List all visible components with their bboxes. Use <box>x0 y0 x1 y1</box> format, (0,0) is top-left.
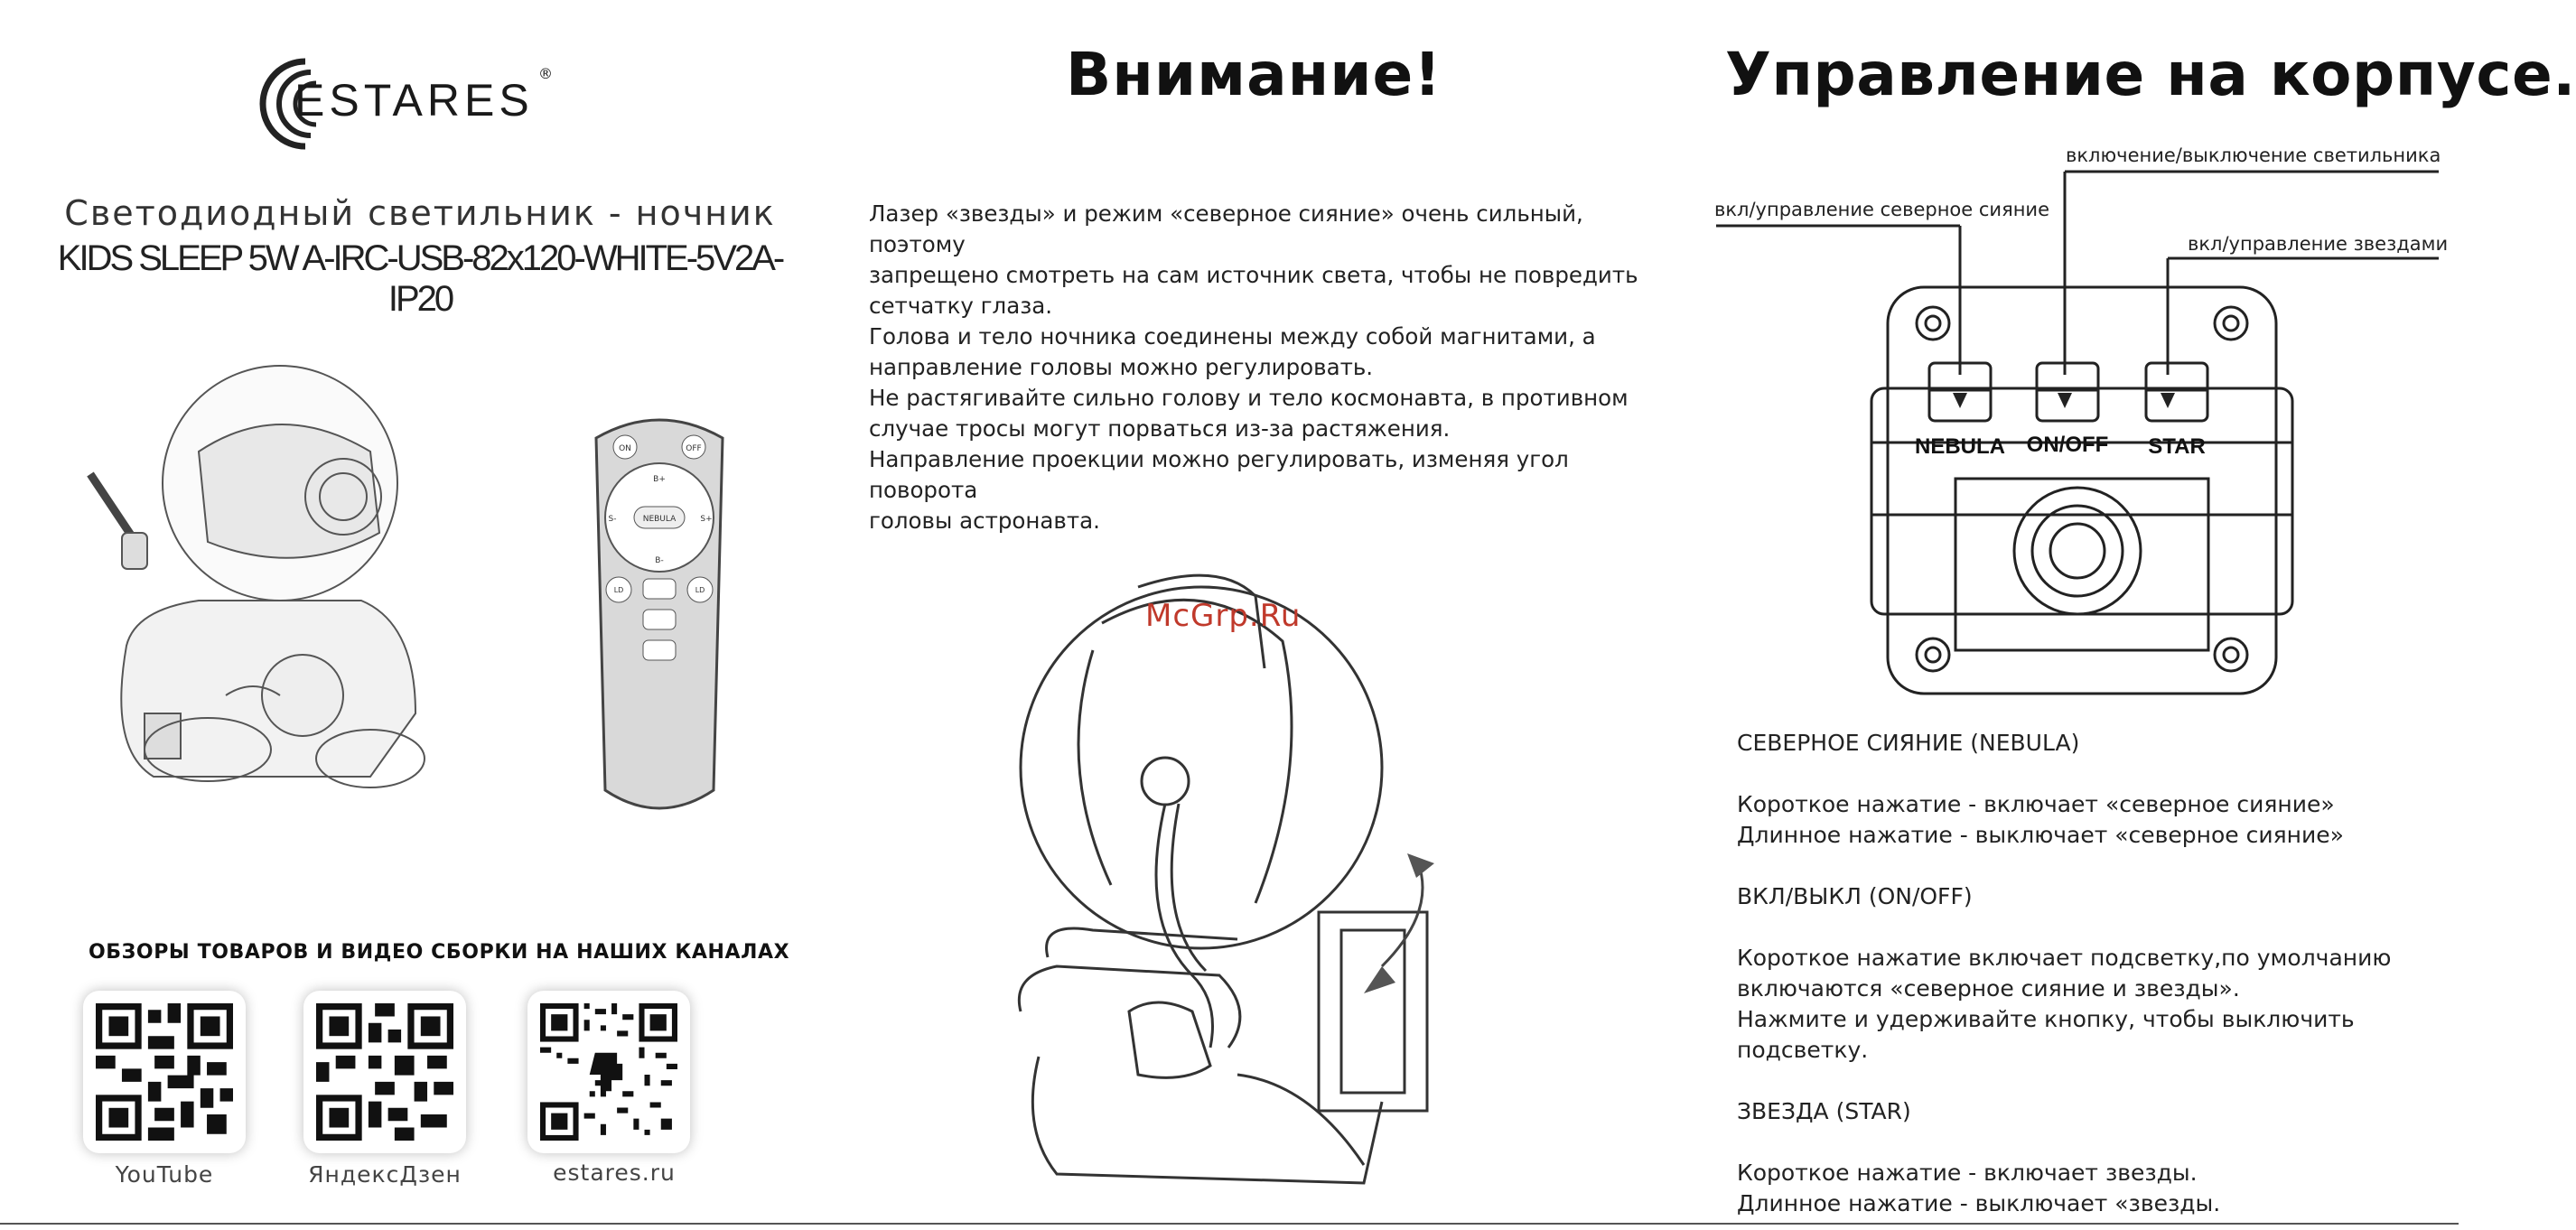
product-title: Светодиодный светильник - ночник <box>64 193 776 233</box>
remote-btn-b-plus: B+ <box>653 475 666 484</box>
attention-title: Внимание! <box>1066 40 1442 109</box>
controls-title: Управление на корпусе. <box>1725 40 2576 109</box>
qr-estares[interactable] <box>527 991 690 1153</box>
qr-code-icon <box>540 1003 677 1141</box>
brand-logo <box>242 54 567 154</box>
remote-btn-nebula: NEBULA <box>642 515 677 524</box>
remote-btn-s-plus: S+ <box>700 515 713 524</box>
section-line: Нажмите и удерживайте кнопку, чтобы выключить подсветку. <box>1737 1006 2355 1063</box>
section-line: Длинное нажатие - выключает «северное сияние» <box>1737 822 2344 848</box>
remote-btn-off: OFF <box>686 444 702 453</box>
controls-description <box>1737 728 2450 1219</box>
section-line: Короткое нажатие - включает «северное сияние» <box>1737 791 2335 817</box>
section-line: Короткое нажатие - включает звезды. <box>1737 1160 2198 1186</box>
callout-star: вкл/управление звездами <box>2188 233 2449 255</box>
brand-name: ESTARES <box>294 75 534 126</box>
attention-line: головы астронавта. <box>869 508 1100 534</box>
section-line: включаются «северное сияние и звезды». <box>1737 975 2240 1002</box>
section-line: Длинное нажатие - выключает «звезды. <box>1737 1190 2221 1216</box>
label-star: STAR <box>2148 434 2206 459</box>
attention-line: Направление проекции можно регулировать, изменяя угол поворота <box>869 446 1569 503</box>
registered-mark: ® <box>538 65 553 82</box>
section-heading-nebula: СЕВЕРНОЕ СИЯНИЕ (NEBULA) <box>1737 730 2080 756</box>
section-heading-onoff: ВКЛ/ВЫКЛ (ON/OFF) <box>1737 883 1973 909</box>
qr-code-icon <box>96 1003 233 1141</box>
bottom-divider <box>0 1223 2459 1225</box>
remote-btn-ld-left: LD <box>613 586 624 594</box>
channels-title: ОБЗОРЫ ТОВАРОВ И ВИДЕО СБОРКИ НА НАШИХ КАНАЛАХ <box>89 941 790 964</box>
remote-btn-s-minus: S- <box>608 515 617 524</box>
qr-youtube[interactable] <box>83 991 246 1153</box>
remote-btn-on: ON <box>619 444 631 453</box>
qr-yandexzen-label: ЯндексДзен <box>308 1161 462 1188</box>
remote-btn-b-minus: B- <box>655 556 664 565</box>
device-control-panel-diagram <box>1716 172 2439 713</box>
attention-line: Лазер «звезды» и режим «северное сияние» очень сильный, поэтому <box>869 200 1583 257</box>
remote-control-image <box>578 411 741 817</box>
qr-yandexzen[interactable] <box>303 991 466 1153</box>
watermark: McGrp.Ru <box>1145 598 1302 634</box>
attention-line: Не растягивайте сильно голову и тело космонавта, в противном <box>869 385 1629 411</box>
attention-line: сетчатку глаза. <box>869 293 1053 319</box>
qr-youtube-label: YouTube <box>115 1161 214 1188</box>
astronaut-diagram <box>985 542 1526 1192</box>
section-line: Короткое нажатие включает подсветку,по умолчанию <box>1737 945 2392 971</box>
label-nebula: NEBULA <box>1915 434 2005 459</box>
attention-line: случае тросы могут порваться из-за растяжения. <box>869 415 1451 442</box>
callout-nebula: вкл/управление северное сияние <box>1714 199 2049 220</box>
attention-line: Голова и тело ночника соединены между собой магнитами, а <box>869 323 1596 349</box>
label-onoff: ON/OFF <box>2026 433 2109 457</box>
qr-code-icon <box>316 1003 453 1141</box>
product-model: KIDS SLEEP 5W A-IRC-USB-82x120-WHITE-5V2A-IP20 <box>57 238 783 319</box>
callout-power: включение/выключение светильника <box>2066 144 2441 166</box>
attention-text <box>869 199 1664 536</box>
qr-estares-label: estares.ru <box>553 1160 676 1186</box>
attention-line: направление головы можно регулировать. <box>869 354 1374 380</box>
remote-btn-ld-right: LD <box>695 586 705 594</box>
attention-line: запрещено смотреть на сам источник света, чтобы не повредить <box>869 262 1638 288</box>
astronaut-product-image <box>72 352 461 804</box>
section-heading-star: ЗВЕЗДА (STAR) <box>1737 1098 1911 1124</box>
